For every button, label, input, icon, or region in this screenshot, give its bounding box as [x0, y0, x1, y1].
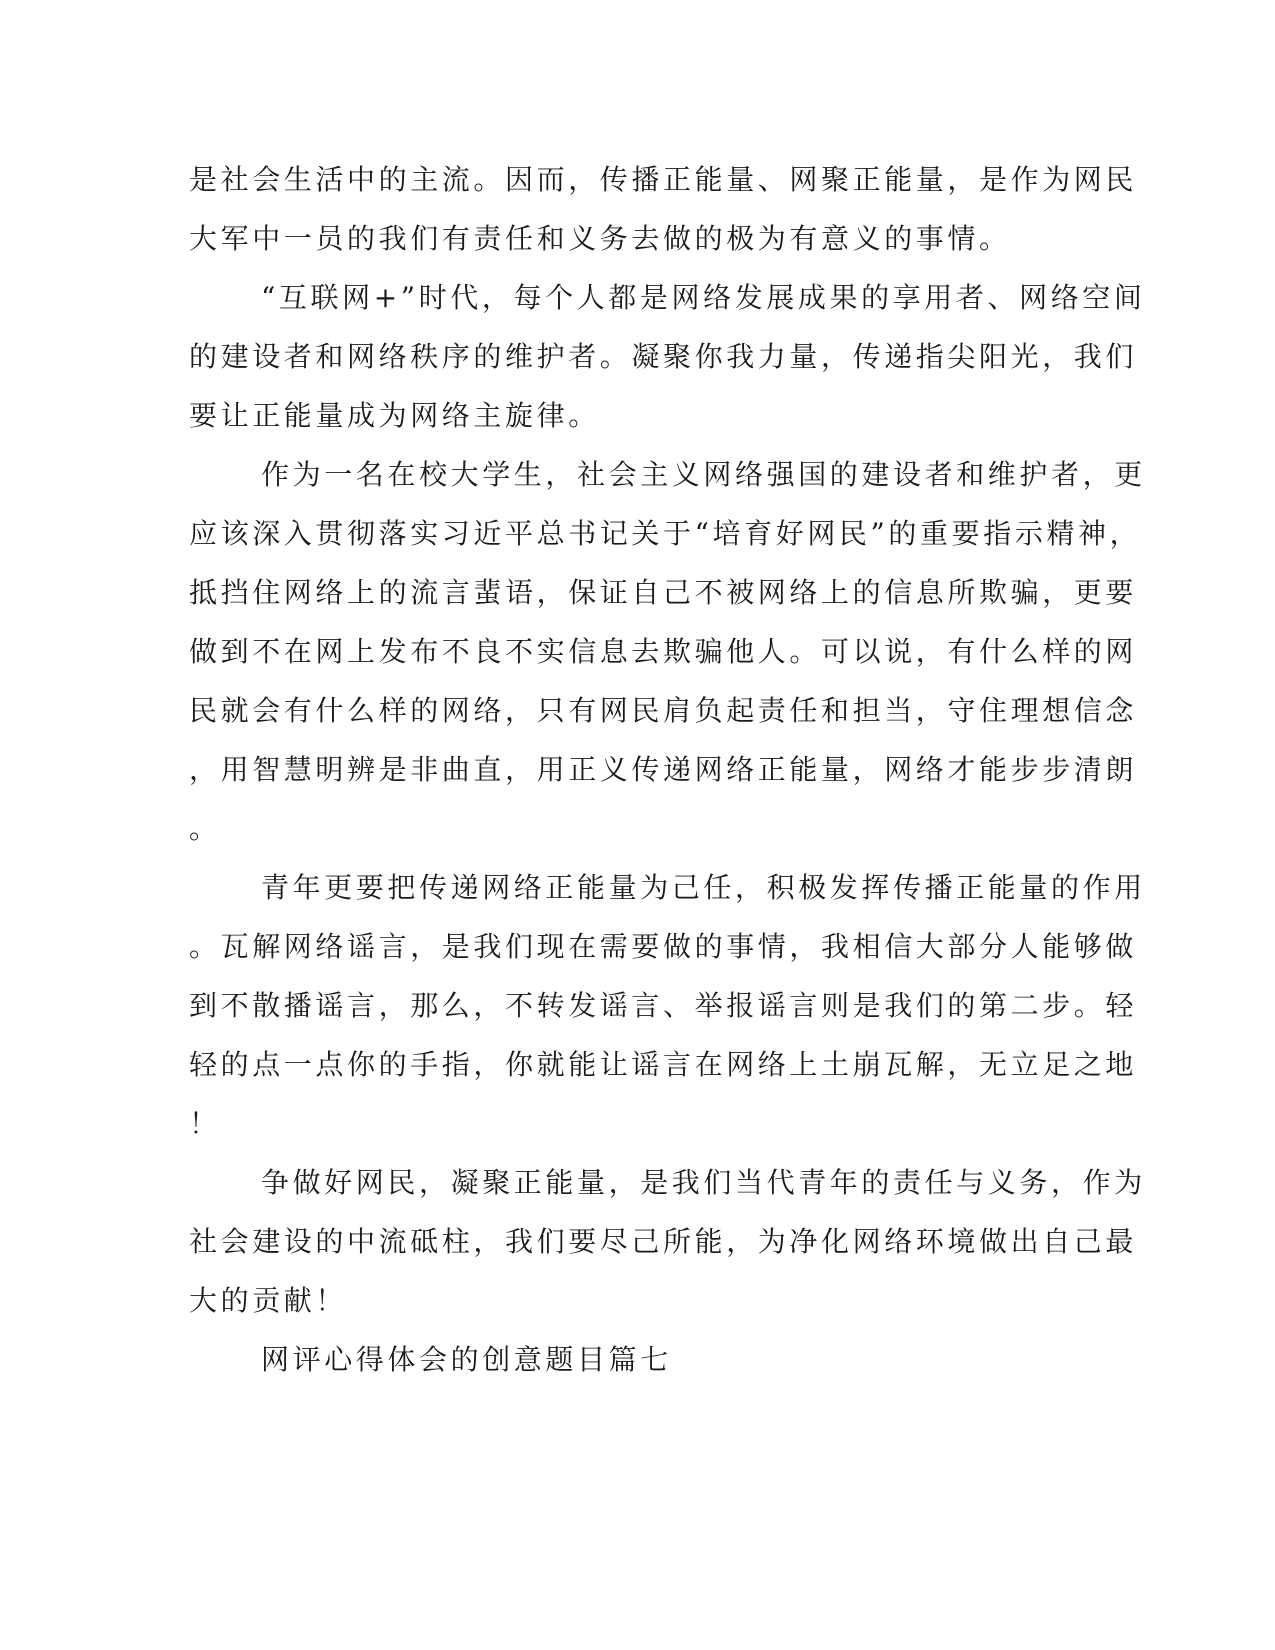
text-line: 大军中一员的我们有责任和义务去做的极为有意义的事情。	[189, 222, 1011, 255]
text-line: 是社会生活中的主流。因而，传播正能量、网聚正能量，是作为网民	[189, 163, 1138, 196]
text-line: 到不散播谣言，那么，不转发谣言、举报谣言则是我们的第二步。轻	[189, 989, 1138, 1022]
text-line: 要让正能量成为网络主旋律。	[189, 399, 600, 432]
paragraph-first-line: “互联网+”时代，每个人都是网络发展成果的享用者、网络空间	[261, 281, 1146, 314]
text-line: 大的贡献！	[189, 1284, 348, 1317]
paragraph-first-line: 作为一名在校大学生，社会主义网络强国的建设者和维护者，更	[261, 458, 1146, 491]
section-heading: 网评心得体会的创意题目篇七	[261, 1343, 672, 1376]
text-line: ！	[189, 1107, 221, 1140]
text-line: 做到不在网上发布不良不实信息去欺骗他人。可以说，有什么样的网	[189, 635, 1138, 668]
text-line: 。	[189, 812, 221, 845]
text-line: 抵挡住网络上的流言蜚语，保证自己不被网络上的信息所欺骗，更要	[189, 576, 1138, 609]
text-line: 的建设者和网络秩序的维护者。凝聚你我力量，传递指尖阳光，我们	[189, 340, 1138, 373]
paragraph-first-line: 争做好网民，凝聚正能量，是我们当代青年的责任与义务，作为	[261, 1166, 1146, 1199]
text-line: 。瓦解网络谣言，是我们现在需要做的事情，我相信大部分人能够做	[189, 930, 1138, 963]
text-line: 社会建设的中流砥柱，我们要尽己所能，为净化网络环境做出自己最	[189, 1225, 1138, 1258]
paragraph-first-line: 青年更要把传递网络正能量为己任，积极发挥传播正能量的作用	[261, 871, 1146, 904]
text-line: 民就会有什么样的网络，只有网民肩负起责任和担当，守住理想信念	[189, 694, 1138, 727]
text-line: ，用智慧明辨是非曲直，用正义传递网络正能量，网络才能步步清朗	[189, 753, 1138, 786]
text-line: 轻的点一点你的手指，你就能让谣言在网络上土崩瓦解，无立足之地	[189, 1048, 1138, 1081]
text-line: 应该深入贯彻落实习近平总书记关于“培育好网民”的重要指示精神，	[189, 517, 1142, 550]
